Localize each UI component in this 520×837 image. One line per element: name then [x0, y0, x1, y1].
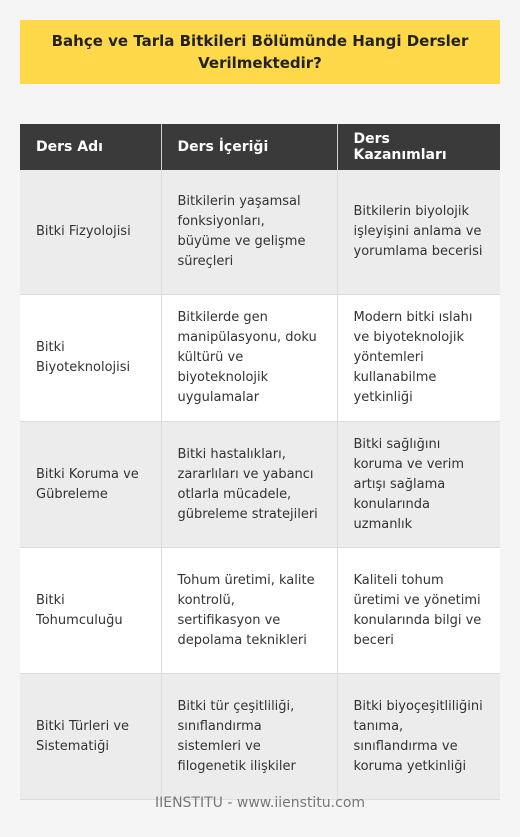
table-row: [20, 548, 500, 674]
table-row: [20, 674, 500, 800]
courses-table: [20, 124, 500, 800]
title-banner: [20, 20, 500, 84]
table-row: [20, 170, 500, 295]
course-content-cell: Bitki tür çeşitliliği, sınıflandırma sistemleri ve filogenetik ilişkiler: [161, 674, 337, 800]
course-name-cell: Bitki Tohumculuğu: [20, 548, 161, 674]
table-row: [20, 422, 500, 548]
course-content-cell: Tohum üretimi, kalite kontrolü, sertifikasyon ve depolama teknikleri: [161, 548, 337, 674]
course-outcome-cell: Kaliteli tohum üretimi ve yönetimi konularında bilgi ve beceri: [337, 548, 500, 674]
column-header-course-content: Ders İçeriği: [161, 124, 337, 170]
course-content-cell: Bitkilerin yaşamsal fonksiyonları, büyüme ve gelişme süreçleri: [161, 170, 337, 295]
course-name-cell: Bitki Biyoteknolojisi: [20, 295, 161, 422]
course-outcome-cell: Modern bitki ıslahı ve biyoteknolojik yöntemleri kullanabilme yetkinliği: [337, 295, 500, 422]
column-header-course-name: Ders Adı: [20, 124, 161, 170]
course-name-cell: Bitki Türleri ve Sistematiği: [20, 674, 161, 800]
course-content-cell: Bitki hastalıkları, zararlıları ve yabancı otlarla mücadele, gübreleme stratejileri: [161, 422, 337, 548]
column-header-course-outcomes: Ders Kazanımları: [337, 124, 500, 170]
courses-table-container: [20, 124, 500, 800]
course-content-cell: Bitkilerde gen manipülasyonu, doku kültürü ve biyoteknolojik uygulamalar: [161, 295, 337, 422]
course-name-cell: Bitki Fizyolojisi: [20, 170, 161, 295]
course-outcome-cell: Bitki biyoçeşitliliğini tanıma, sınıflandırma ve koruma yetkinliği: [337, 674, 500, 800]
course-outcome-cell: Bitkilerin biyolojik işleyişini anlama ve yorumlama becerisi: [337, 170, 500, 295]
footer-credit: IIENSTITU - www.iienstitu.com: [154, 795, 366, 811]
page-title: Bahçe ve Tarla Bitkileri Bölümünde Hangi Dersler Verilmektedir?: [51, 32, 469, 72]
course-outcome-cell: Bitki sağlığını koruma ve verim artışı sağlama konularında uzmanlık: [337, 422, 500, 548]
table-row: [20, 295, 500, 422]
table-header-row: [20, 124, 500, 170]
course-name-cell: Bitki Koruma ve Gübreleme: [20, 422, 161, 548]
